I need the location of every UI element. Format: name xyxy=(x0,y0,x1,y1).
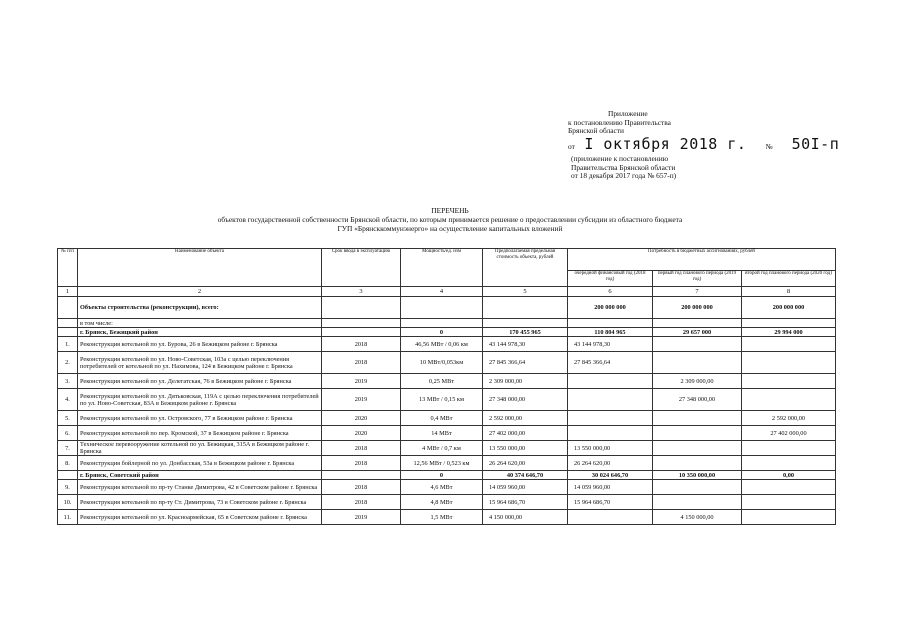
capacity: 13 МВт / 0,15 км xyxy=(401,389,483,411)
header-name: Наименование объекта xyxy=(78,249,322,287)
table-row xyxy=(58,510,836,525)
table-row xyxy=(58,374,836,389)
need-2020 xyxy=(742,510,836,525)
need-2019 xyxy=(653,337,742,352)
capacity: 4,8 МВт xyxy=(401,495,483,510)
need-2018: 43 144 978,30 xyxy=(568,337,653,352)
need-2020 xyxy=(742,337,836,352)
number-prefix: № xyxy=(765,141,773,151)
row-number: 11. xyxy=(58,510,78,525)
approval-header xyxy=(568,110,839,155)
table-row xyxy=(58,495,836,510)
object-name: Реконструкция котельной по пер. Кромской, 37 в Бежицком районе г. Брянска xyxy=(78,426,322,441)
capacity: 12,56 МВт / 0,523 км xyxy=(401,456,483,471)
header-year-2019: первый год планового периода (2019 год) xyxy=(653,271,742,287)
need-2018: 27 845 366,64 xyxy=(568,352,653,374)
header-year-2020: второй год планового периода (2020 год) xyxy=(742,271,836,287)
title-heading: ПЕРЕЧЕНЬ xyxy=(431,206,469,215)
need-2018 xyxy=(568,510,653,525)
section-2020: 0,00 xyxy=(742,471,836,480)
decree-number: 50I-п xyxy=(791,134,840,153)
need-2018 xyxy=(568,411,653,426)
estimated-cost: 27 845 366,64 xyxy=(483,352,568,374)
commissioning-year: 2020 xyxy=(322,426,401,441)
table-row xyxy=(58,456,836,471)
section-name: г. Брянск, Советский район xyxy=(78,471,322,480)
section-power: 0 xyxy=(401,471,483,480)
section-2019: 29 657 000 xyxy=(653,328,742,337)
section-cost: 170 455 965 xyxy=(483,328,568,337)
need-2019 xyxy=(653,480,742,495)
capacity: 1,5 МВт xyxy=(401,510,483,525)
sub-line-1: (приложение к постановлению xyxy=(571,154,669,163)
need-2018: 14 059 960,00 xyxy=(568,480,653,495)
object-name: Техническое перевооружение котельной по ул. Бежицкая, 315А в Бежицком районе г. Брянска xyxy=(78,441,322,456)
need-2020: 2 592 000,00 xyxy=(742,411,836,426)
need-2018 xyxy=(568,389,653,411)
commissioning-year: 2018 xyxy=(322,480,401,495)
table-row xyxy=(58,426,836,441)
object-name: Реконструкция котельной по пр-ту Ст. Димитрова, 73 в Советском районе г. Брянска xyxy=(78,495,322,510)
title-line-2: объектов государственной собственности Брянской области, по которым принимается решение о предоставлении субсидии из областного бюджета xyxy=(217,214,683,224)
estimated-cost: 13 550 000,00 xyxy=(483,441,568,456)
row-number: 7. xyxy=(58,441,78,456)
section-row xyxy=(58,471,836,480)
sub-line-2: Правительства Брянской области xyxy=(571,162,676,172)
estimated-cost: 26 264 620,00 xyxy=(483,456,568,471)
capacity: 4 МВт / 0,7 км xyxy=(401,441,483,456)
col-number: 6 xyxy=(568,287,653,297)
total-row xyxy=(58,297,836,319)
capacity: 0,4 МВт xyxy=(401,411,483,426)
need-2019 xyxy=(653,426,742,441)
previous-decree-note xyxy=(571,155,676,181)
total-2020: 200 000 000 xyxy=(742,297,836,319)
in-that-label: в том числе: xyxy=(78,319,322,328)
commissioning-year: 2020 xyxy=(322,411,401,426)
header-line-1: Приложение xyxy=(608,109,648,118)
row-number: 1. xyxy=(58,337,78,352)
table-row xyxy=(58,352,836,374)
need-2019 xyxy=(653,352,742,374)
table-row xyxy=(58,337,836,352)
header-num: № п/п xyxy=(58,249,78,287)
object-name: Реконструкция котельной по ул. Красноармейская, 65 в Советском районе г. Брянска xyxy=(78,510,322,525)
total-2019: 200 000 000 xyxy=(653,297,742,319)
need-2020 xyxy=(742,495,836,510)
section-row xyxy=(58,328,836,337)
document-title xyxy=(150,207,750,233)
row-number: 6. xyxy=(58,426,78,441)
date-prefix: от xyxy=(568,141,575,151)
row-number: 5. xyxy=(58,411,78,426)
need-2020 xyxy=(742,352,836,374)
row-number: 3. xyxy=(58,374,78,389)
capacity: 10 МВт/0,053км xyxy=(401,352,483,374)
commissioning-year: 2018 xyxy=(322,337,401,352)
row-number: 2. xyxy=(58,352,78,374)
need-2018: 13 550 000,00 xyxy=(568,441,653,456)
col-number: 8 xyxy=(742,287,836,297)
capacity: 0,25 МВт xyxy=(401,374,483,389)
need-2018: 15 964 686,70 xyxy=(568,495,653,510)
object-name: Реконструкция котельной по ул. Ново-Советская, 103а с целью переключения потребителей от котельной по ул. Нахимова, 124 в Бежицком районе г. Брянска xyxy=(78,352,322,374)
need-2020 xyxy=(742,374,836,389)
capacity: 4,6 МВт xyxy=(401,480,483,495)
need-2020 xyxy=(742,389,836,411)
need-2019: 27 348 000,00 xyxy=(653,389,742,411)
estimated-cost: 4 150 000,00 xyxy=(483,510,568,525)
estimated-cost: 2 309 000,00 xyxy=(483,374,568,389)
total-label: Объекты строительства (реконструкции), всего: xyxy=(78,297,322,319)
estimated-cost: 27 402 000,00 xyxy=(483,426,568,441)
estimated-cost: 14 059 960,00 xyxy=(483,480,568,495)
need-2020 xyxy=(742,441,836,456)
header-line-2: к постановлению Правительства xyxy=(568,117,671,127)
row-number: 9. xyxy=(58,480,78,495)
commissioning-year: 2018 xyxy=(322,495,401,510)
table-row xyxy=(58,441,836,456)
col-number: 1 xyxy=(58,287,78,297)
need-2020 xyxy=(742,480,836,495)
need-2018 xyxy=(568,426,653,441)
row-number: 4. xyxy=(58,389,78,411)
capacity: 14 МВт xyxy=(401,426,483,441)
header-cost: Предполагаемая предельная стоимость объекта, рублей xyxy=(483,249,568,287)
object-name: Реконструкция котельной по ул. Островского, 77 в Бежицком районе г. Брянска xyxy=(78,411,322,426)
need-2019 xyxy=(653,456,742,471)
section-2018: 110 804 965 xyxy=(568,328,653,337)
commissioning-year: 2019 xyxy=(322,510,401,525)
object-name: Реконструкция котельной по ул. Дятьковская, 119А с целью переключения потребителей по ул. Ново-Советская, 83А в Бежицком районе г. Брянска xyxy=(78,389,322,411)
table-row xyxy=(58,480,836,495)
commissioning-year: 2019 xyxy=(322,389,401,411)
header-term: Срок ввода в эксплуатацию xyxy=(322,249,401,287)
need-2019 xyxy=(653,495,742,510)
header-power: Мощность/ед. изм xyxy=(401,249,483,287)
estimated-cost: 2 592 000,00 xyxy=(483,411,568,426)
header-need: Потребность в бюджетных ассигнованиях, рублей xyxy=(568,249,836,271)
column-numbers-row xyxy=(58,287,836,297)
section-2020: 29 994 000 xyxy=(742,328,836,337)
estimated-cost: 27 348 000,00 xyxy=(483,389,568,411)
col-number: 5 xyxy=(483,287,568,297)
section-2019: 10 350 000,00 xyxy=(653,471,742,480)
need-2018: 26 264 620,00 xyxy=(568,456,653,471)
col-number: 3 xyxy=(322,287,401,297)
commissioning-year: 2019 xyxy=(322,374,401,389)
header-year-2018: очередной финансовый год (2018 год) xyxy=(568,271,653,287)
total-2018: 200 000 000 xyxy=(568,297,653,319)
table-row xyxy=(58,389,836,411)
row-number: 10. xyxy=(58,495,78,510)
need-2020: 27 402 000,00 xyxy=(742,426,836,441)
section-name: г. Брянск, Бежицкий район xyxy=(78,328,322,337)
decree-date: I октября 2018 г. xyxy=(584,134,747,153)
col-number: 4 xyxy=(401,287,483,297)
estimated-cost: 15 964 686,70 xyxy=(483,495,568,510)
need-2019: 4 150 000,00 xyxy=(653,510,742,525)
col-number: 2 xyxy=(78,287,322,297)
col-number: 7 xyxy=(653,287,742,297)
object-name: Реконструкция котельной по ул. Делегатская, 76 в Бежицком районе г. Брянска xyxy=(78,374,322,389)
in-that-row xyxy=(58,319,836,328)
section-power: 0 xyxy=(401,328,483,337)
section-2018: 30 024 646,70 xyxy=(568,471,653,480)
need-2018 xyxy=(568,374,653,389)
object-name: Реконструкция бойлерной по ул. Донбасская, 53а в Бежицком районе г. Брянска xyxy=(78,456,322,471)
title-line-3: ГУП «Брянсккоммунэнерго» на осуществление капитальных вложений xyxy=(337,223,563,233)
commissioning-year: 2018 xyxy=(322,352,401,374)
need-2020 xyxy=(742,456,836,471)
capacity: 46,56 МВт / 0,06 км xyxy=(401,337,483,352)
need-2019: 2 309 000,00 xyxy=(653,374,742,389)
sub-line-3: от 18 декабря 2017 года № 657-п) xyxy=(571,171,677,181)
objects-table xyxy=(57,248,836,525)
object-name: Реконструкция котельной по ул. Бурова, 26 в Бежицком районе г. Брянска xyxy=(78,337,322,352)
need-2019 xyxy=(653,441,742,456)
commissioning-year: 2018 xyxy=(322,456,401,471)
estimated-cost: 43 144 978,30 xyxy=(483,337,568,352)
header-line-3: Брянской области xyxy=(568,126,624,136)
object-name: Реконструкция котельной по пр-ту Станке Димитрова, 42 в Советском районе г. Брянска xyxy=(78,480,322,495)
row-number: 8. xyxy=(58,456,78,471)
table-row xyxy=(58,411,836,426)
section-cost: 40 374 646,70 xyxy=(483,471,568,480)
commissioning-year: 2018 xyxy=(322,441,401,456)
need-2019 xyxy=(653,411,742,426)
decree-date-line xyxy=(568,136,839,155)
